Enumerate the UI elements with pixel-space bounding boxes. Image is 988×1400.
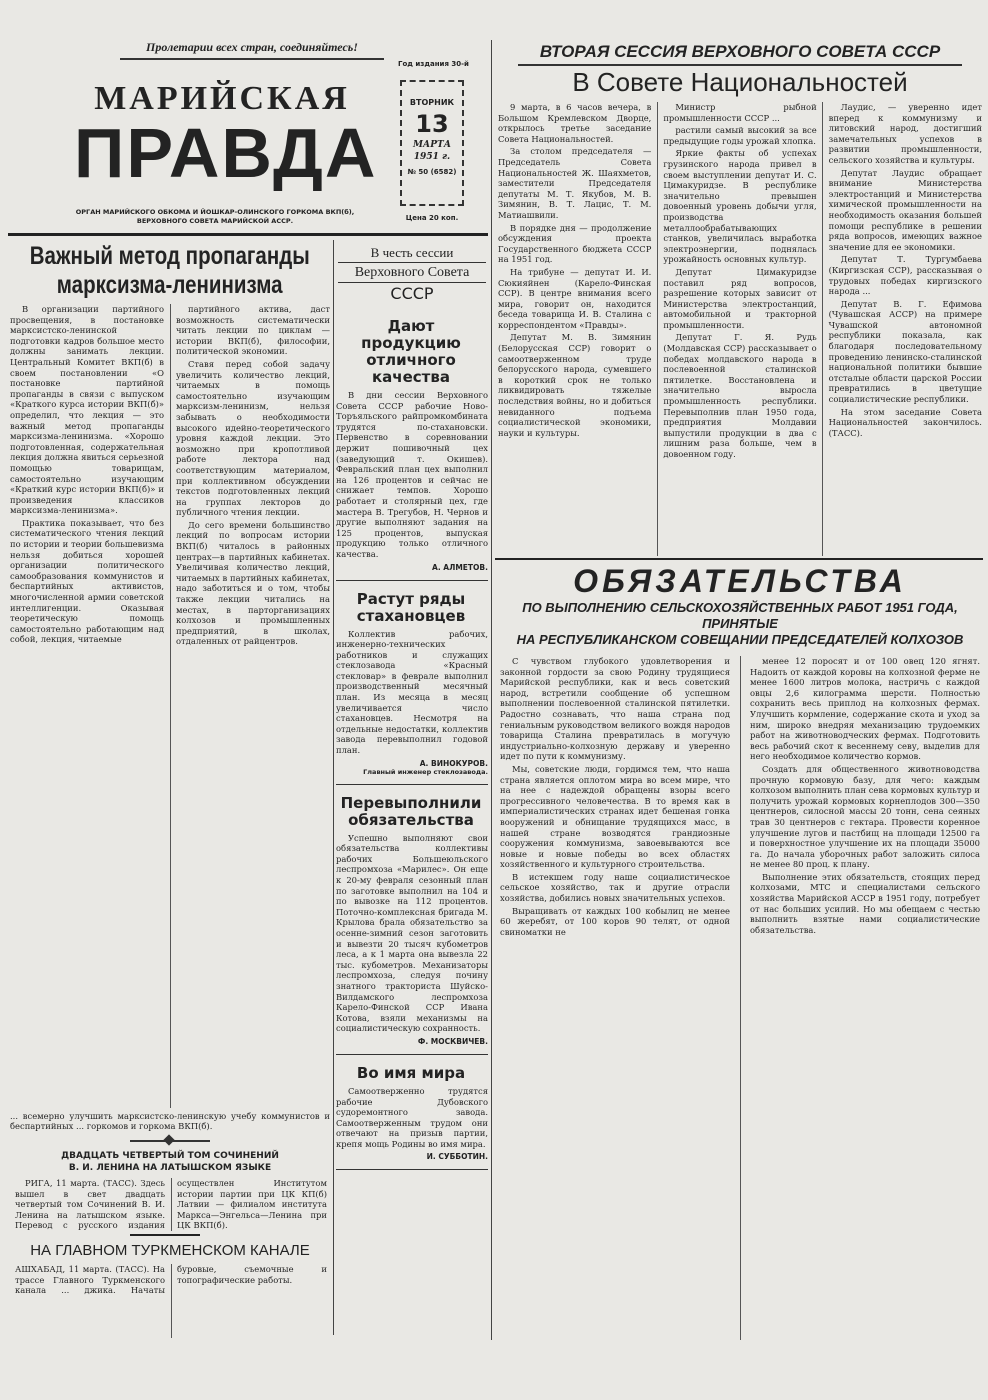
signature: А. АЛМЕТОВ. <box>432 562 488 572</box>
paragraph: До сего времени большинство лекций по вопросам истории ВКП(б) читалось в районных центрах—в партийных кабинетах. Увеличивая количество лекций, читаемых в партийных кабинетах, надо заботиться и о том, чтобы также лекции читались на местах, в парторганизациях колхозов и промышленных предприятий, в школах, отдаленных от райцентров. <box>176 519 330 647</box>
signature-role: Главный инженер стеклозавода. <box>363 767 488 776</box>
middle-article <box>336 318 488 581</box>
lead-headline <box>10 242 330 300</box>
paragraph: Депутат М. В. Зимянин (Белорусская ССР) говорит о самоотверженном труде белорусского народа, сумевшего в короткий срок не только ликвидировать тяжелые последствия войны, но и добиться невиданного подъема социалистической экономики, науки и культуры. <box>498 332 652 438</box>
divider <box>336 784 488 785</box>
latvian-text: РИГА, 11 марта. (ТАСС). Здесь вышел в свет двадцать четвертый том Сочинений В. И. Ленина на латышском языке. Перевод с русского издания осуществлен Институтом истории партии при ЦК КП(б) Латвии — филиалом института Маркса—Энгельса—Ленина при ЦК ВКП(б). <box>15 1178 327 1231</box>
council-article <box>498 42 982 556</box>
paragraph: На трибуне — депутат И. И. Сюкияйнен (Карело-Финская ССР). В центре внимания всего мира, говорит он, находится беседа товарища И. В. Сталина с корреспондентом «Правды». <box>498 266 652 330</box>
paragraph: Практика показывает, что без систематического чтения лекций по истории и теории большевизма нельзя добиться хорошей организации политического самообразования коммунистов и беспартийных активистов, многочисленной армии советской интеллигенции. Оказывая теоретическую помощь самостоятельно работающим над собой, лекция, читаемые <box>10 517 164 645</box>
latvian-headline <box>15 1150 325 1174</box>
obligations-subheadline <box>496 600 984 648</box>
lead-headline-line2: марксизма-ленинизма <box>57 271 283 299</box>
latvian-headline-line1: ДВАДЦАТЬ ЧЕТВЕРТЫЙ ТОМ СОЧИНЕНИЙ <box>61 1151 279 1161</box>
kicker-line1: В честь сессии <box>338 244 486 263</box>
paragraph: Мы, советские люди, гордимся тем, что наша страна является оплотом мира во всем мире, что на нее с надеждой обращены взоры всего прогрессивного человечества. В то время как в империалистических странах идет бешеная гонка вооружений и обнищание трудящихся масс, в нашей стране возводятся грандиозные сооружения коммунизма, завоевываются все новые и новые победы во всех областях хозяйственного и культурного строительства. <box>500 763 730 870</box>
paragraph: Яркие факты об успехах грузинского народа привел в своем выступлении депутат И. С. Цимакуридзе. В республике значительно превышен довоенный уровень добычи угля, производства металлообрабатывающих станков, увеличилась выработка электроэнергии, поднялась урожайность основных культур. <box>663 148 817 265</box>
column-divider <box>333 240 334 1335</box>
middle-article-text: Успешно выполняют свои обязательства коллективы рабочих Большеюльского леспромхоза «Марилес». Он еще к 20-му февраля сезонный план по заготовке выполнил на 104 и по вывозке на 112 процентов. Поточно-комплексная бригада М. Крылова брала обязательство за осенне-зимний сезон заготовить и вывезти 20 тысяч кубометров леса, а к 1 марта она вывезла 22 тыс. кубометров. Механизаторы леспромхоза, следуя почину знатного тракториста Шуйско-Вилдамского леспромхоза Карело-Финской ССР Ивана Котова, взяли механизмы на социалистическую сохранность. <box>336 832 488 1034</box>
paragraph: Депутат Г. Я. Рудь (Молдавская ССР) рассказывает о победах молдавского народа в послевоенной сталинской пятилетке. Восстановлена и значительно выросла промышленность республики. Перевыполнив план 1950 года, предприятия Молдавии выпустили продукции в два с лишним раза больше, чем в довоенном году. <box>663 332 817 459</box>
latvian-headline-line2: В. И. ЛЕНИНА НА ЛАТЫШСКОМ ЯЗЫКЕ <box>68 1163 272 1173</box>
organ-line-1: ОРГАН МАРИЙСКОГО ОБКОМА И ЙОШКАР-ОЛИНСКОГО ГОРКОМА ВКП(б), <box>75 208 355 216</box>
session-kicker <box>338 244 486 304</box>
paragraph: Депутат Т. Тургумбаева (Киргизская ССР), рассказывая о трудовых победах киргизского народа ... <box>828 254 982 297</box>
middle-article-headline: Во имя мира <box>356 1063 466 1082</box>
paragraph: партийного актива, даст возможность систематически читать лекции по циклам — истории ВКП(б), философии, политической экономии. <box>176 304 330 357</box>
divider <box>495 558 983 560</box>
paragraph: растили самый высокий за все предыдущие годы урожай хлопка. <box>663 125 817 146</box>
day-number: 13 <box>415 110 449 138</box>
paragraph: За столом председателя — Председатель Совета Национальностей Ж. Шаяхметов, заместители Председателя депутаты М. Т. Якубов, М. В. Зимянин, В. Т. Лацис, Т. М. Матиашвили. <box>498 146 652 220</box>
obligations-body <box>496 656 984 1340</box>
paragraph: Лаудис, — уверенно идет вперед к коммунизму и литовский народ, достигший замечательных успехов в развитии промышленности, сельского хозяйства и культуры. <box>828 102 982 165</box>
middle-article-headline: Перевыполнили обязательства <box>340 793 482 829</box>
signature: Ф. МОСКВИЧЕВ. <box>417 1036 488 1046</box>
middle-article-headline: Растут ряды стахановцев <box>356 589 466 625</box>
ornament-divider <box>130 1140 210 1142</box>
date-year: 1951 г. <box>413 152 451 162</box>
divider <box>336 1169 488 1170</box>
lead-article-closing: ... всемерно улучшить марксистско-ленинскую учебу коммунистов и беспартийных ... горкомов и горкома ВКП(б). <box>10 1110 330 1132</box>
obligations-article <box>496 562 984 1340</box>
middle-article <box>336 591 488 785</box>
middle-article-text: Самоотверженно трудятся рабочие Дубовского судоремонтного завода. Самоотверженным трудом они отвечают на призыв партии, крепя мощь Родины во имя мира. <box>336 1085 488 1149</box>
middle-article <box>336 1065 488 1171</box>
signature: А. ВИНОКУРОВ. <box>419 758 488 768</box>
paragraph: Ставя перед собой задачу увеличить количество лекций, читаемых в помощь самостоятельно изучающим марксизм-ленинизм, нельзя забывать о необходимости высокого идейно-теоретического уровня каждой лекции. Это возможно при кропотливой работе лектора над соответствующим материалом, при коллективном обсуждении текстов подготовленных лекций на группах лекторов до публичного чтения лекции. <box>176 358 330 518</box>
paragraph: В организации партийного просвещения, в постановке марксистско-ленинской подготовки кадров большое место должны занимать лекции. Центральный Комитет ВКП(б) в своем постановлении «О постановке партийной пропаганды в связи с выпуском «Краткого курса истории ВКП(б)» определил, что лекция — это важный метод пропаганды марксизма-ленинизма. «Хорошо подготовленная, содержательная лекция должна явиться серьезной помощью товарищам, самостоятельно изучающим «Краткий курс истории ВКП(б)» и произведения классиков марксизма-ленинизма». <box>10 304 164 516</box>
council-kicker: ВТОРАЯ СЕССИЯ ВЕРХОВНОГО СОВЕТА СССР <box>518 42 962 66</box>
masthead-slogan: Пролетарии всех стран, соединяйтесь! <box>120 40 384 60</box>
turkmen-text: АШХАБАД, 11 марта. (ТАСС). На трассе Главного Туркменского канала ... джика. Начаты буровые, съемочные и топографические работы. <box>15 1264 327 1296</box>
middle-article-headline: Дают продукцию отличного качества <box>361 318 461 386</box>
paragraph: Выполнение этих обязательств, стоящих перед колхозами, МТС и специалистами сельского хозяйства Марийской АССР в 1951 году, потребует от нас больших усилий. Но мы обещаем с честью выполнить взятые нами социалистические обязательства. <box>750 871 980 935</box>
turkmen-headline: НА ГЛАВНОМ ТУРКМЕНСКОМ КАНАЛЕ <box>30 1242 310 1259</box>
lead-article-body <box>10 304 330 1108</box>
paragraph: Министр рыбной промышленности СССР ... <box>663 102 817 123</box>
middle-article <box>336 795 488 1055</box>
divider <box>130 1234 200 1236</box>
paragraph: Депутат Лаудис обращает внимание Министерства электростанций и Министерства химической промышленности на необходимость оказания большей помощи республике в решении ряда вопросов, имеющих важное значение для ее экономики. <box>828 167 982 252</box>
issue-number: № 50 (6582) <box>407 168 457 176</box>
divider <box>336 580 488 581</box>
organ-line-2: ВЕРХОВНОГО СОВЕТА МАРИЙСКОЙ АССР. <box>136 217 294 225</box>
organ-line <box>40 208 390 226</box>
month: МАРТА <box>412 140 452 150</box>
paragraph: На этом заседание Совета Национальностей закончилось. (ТАСС). <box>828 406 982 438</box>
paragraph: В истекшем году наше социалистическое сельское хозяйство, так и другие отрасли хозяйства, добились новых значительных успехов. <box>500 871 730 904</box>
lead-headline-line1: Важный метод пропаганды <box>29 242 311 270</box>
divider <box>336 1054 488 1055</box>
paragraph: 9 марта, в 6 часов вечера, в Большом Кремлевском Дворце, открылось третье заседание Совета Национальностей. <box>498 102 652 144</box>
newspaper-title-line1: МАРИЙСКАЯ <box>94 80 350 117</box>
middle-article-text: В дни сессии Верховного Совета СССР рабочие Ново-Торъяльского райпромкомбината трудятся по-стахановски. Первенство в соревновании держит пошивочный цех (заведующий т. Окишев). Февральский план цех выполнил на 126 процентов и сейчас не снижает темпов. Хорошо работает и столярный цех, где мастера В. Трегубов, Н. Чернов и другие выполняют задания на 125 процентов, выпуская продукцию только отличного качества. <box>336 390 488 559</box>
paragraph: Депутат Цимакуридзе поставил ряд вопросов, разрешение которых зависит от Министерства электростанций, автомобильной и тракторной промышленности. <box>663 266 817 330</box>
council-body <box>498 102 982 556</box>
column-divider <box>491 40 492 1340</box>
middle-article-text: Коллектив рабочих, инженерно-технических работников и служащих стеклозавода «Красный стекловар» в феврале выполнил производственный месячный план. Из месяца в месяц увеличивается число стахановцев. Несмотря на отдельные недостатки, коллектив завода перевыполнил годовой план. <box>336 628 488 756</box>
kicker-line3: СССР <box>390 284 434 303</box>
obligations-headline: ОБЯЗАТЕЛЬСТВА <box>573 563 907 599</box>
paragraph: Выращивать от каждых 100 кобылиц не менее 60 жеребят, от 100 коров 90 телят, от одной свиноматки не <box>500 905 730 937</box>
paragraph: Депутат В. Г. Ефимова (Чувашская АССР) на примере Чувашской автономной республики показала, как благодаря последовательному проведению ленинско-сталинской национальной политики бывшие отсталые области царской России превратились в цветущие социалистические республики. <box>828 298 982 405</box>
paragraph: менее 12 поросят и от 100 овец 120 ягнят. Надоить от каждой коровы на колхозной ферме не менее 1600 литров молока, настричь с каждой овцы 2,6 килограмма шерсти. Полностью сохранить весь приплод на колхозных фермах. Улучшить кормление, содержание скота и уход за ним, широко внедряя механизацию трудоемких работ на животноводческих фермах. Подготовить весь рабочий скот к весеннему севу, выделив для него необходимое количество кормов. <box>750 656 980 762</box>
signature: И. СУББОТИН. <box>426 1152 488 1162</box>
paragraph: В порядке дня — продолжение обсуждения проекта Государственного бюджета СССР на 1951 год. <box>498 222 652 265</box>
council-headline: В Совете Национальностей <box>572 67 908 97</box>
newspaper-title-line2: ПРАВДА <box>74 114 378 192</box>
masthead-rule <box>8 233 488 236</box>
obligations-sub-line2: НА РЕСПУБЛИКАНСКОМ СОВЕЩАНИИ ПРЕДСЕДАТЕЛЕЙ КОЛХОЗОВ <box>516 632 964 647</box>
price: Цена 20 коп. <box>405 214 459 222</box>
publication-year: Год издания 30-й <box>398 60 469 68</box>
paragraph: Создать для общественного животноводства прочную кормовую базу, для чего: каждым колхозом выполнить план сева кормовых культур и получить урожай кормовых корнеплодов 300—350 центнеров, силосной массы 20 тонн, сена сеяных трав 30 центнеров с гектара. Провести коренное улучшение лугов и пастбищ на площади 12500 га и поверхностное улучшение их на площади 35000 га. До начала уборочных работ заложить силоса не менее 80 проц. к плану. <box>750 763 980 870</box>
paragraph: С чувством глубокого удовлетворения и законной гордости за свою Родину трудящиеся Марийской республики, как и весь советский народ, встретили сообщение об успешном выполнении послевоенной сталинской пятилетки. Радостно сознавать, что наша страна под гениальным руководством великого вождя народов товарища Сталина превратилась в могучую индустриально-колхозную державу и уверенно идет по пути к коммунизму. <box>500 656 730 762</box>
date-box <box>400 80 464 206</box>
kicker-line2: Верховного Совета <box>338 263 486 283</box>
weekday: ВТОРНИК <box>409 98 455 107</box>
middle-column <box>336 318 488 1338</box>
obligations-sub-line1: ПО ВЫПОЛНЕНИЮ СЕЛЬСКОХОЗЯЙСТВЕННЫХ РАБОТ 1951 ГОДА, ПРИНЯТЫЕ <box>522 600 958 631</box>
lead-article <box>10 242 330 1132</box>
